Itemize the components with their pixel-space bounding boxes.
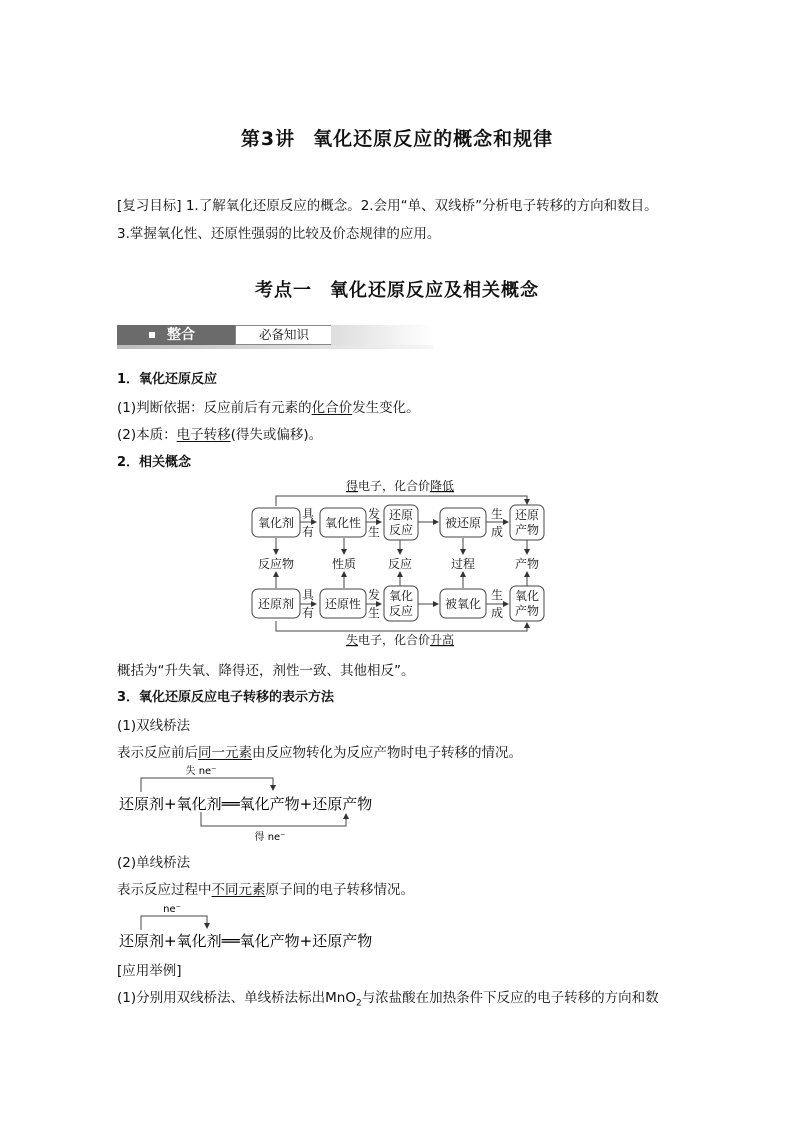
essence-line: (2)本质：电子转移(得失或偏移)。: [117, 427, 323, 443]
conn-fa-2: 发: [367, 588, 381, 602]
double-bridge-heading: (1)双线桥法: [117, 718, 191, 734]
banner-subtitle: 必备知识: [235, 325, 333, 345]
box-reduced: 被还原: [444, 516, 482, 530]
example-label: [应用举例]: [117, 963, 182, 979]
conn-you: 有: [301, 525, 315, 539]
review-goals-line-2: 3.掌握氧化性、还原性强弱的比较及价态规律的应用。: [117, 226, 441, 242]
label-product: 产物: [514, 557, 540, 571]
box-oxidant: 氧化剂: [257, 516, 295, 530]
conn-sheng-3: 生: [367, 606, 381, 620]
heading-redox: 1．氧化还原反应: [117, 372, 218, 387]
single-bridge-equation: [115, 900, 415, 952]
concept-diagram: [240, 472, 560, 652]
heading-concepts: 2．相关概念: [117, 455, 192, 470]
ne-label: ne⁻: [163, 904, 181, 915]
conn-sheng2: 生: [490, 507, 504, 521]
conn-you-2: 有: [301, 606, 315, 620]
heading-transfer: 3．氧化还原反应电子转移的表示方法: [117, 690, 335, 705]
example-question: (1)分别用双线桥法、单线桥法标出MnO$_2$与浓盐酸在加热条件下反应的电子转移的方向和数: [117, 990, 659, 1009]
conn-cheng-2: 成: [490, 606, 504, 620]
equation-1: 还原剂+氧化剂══氧化产物+还原产物: [119, 795, 373, 813]
conn-ju: 具: [301, 507, 315, 521]
lose-ne-label: 失 ne⁻: [185, 766, 217, 777]
banner-tag: 整合: [117, 325, 235, 345]
equation-2: 还原剂+氧化剂══氧化产物+还原产物: [119, 932, 373, 950]
single-bridge-desc: 表示反应过程中不同元素原子间的电子转移情况。: [117, 882, 414, 898]
single-bridge-heading: (2)单线桥法: [117, 855, 191, 871]
label-process: 过程: [450, 557, 476, 571]
box-oxidizing: 氧化性: [324, 516, 362, 530]
page-title: 第3讲 氧化还原反应的概念和规律: [240, 128, 554, 150]
review-label: [复习目标]: [117, 198, 182, 214]
box-oxidized: 被氧化: [444, 597, 482, 611]
conn-ju-2: 具: [301, 588, 315, 602]
criterion-line: (1)判断依据：反应前后有元素的化合价发生变化。: [117, 400, 420, 416]
conn-fa: 发: [367, 507, 381, 521]
box-oxidation-product-2: 产物: [514, 604, 540, 618]
box-oxidation-product-1: 氧化: [514, 589, 540, 603]
double-bridge-desc: 表示反应前后同一元素由反应物转化为反应产物时电子转移的情况。: [117, 745, 522, 761]
summary-line: 概括为“升失氧、降得还，剂性一致、其他相反”。: [117, 663, 415, 679]
lose-electron-label: 失电子，化合价升高: [345, 633, 455, 647]
conn-cheng: 成: [490, 525, 504, 539]
square-bullet-icon: [149, 332, 155, 338]
conn-sheng: 生: [367, 525, 381, 539]
review-goals-line-1: [复习目标] 1.了解氧化还原反应的概念。2.会用“单、双线桥”分析电子转移的方向和数目。: [117, 198, 658, 214]
box-oxidation-1: 氧化: [388, 589, 414, 603]
conn-sheng-4: 生: [490, 588, 504, 602]
box-reduction-1: 还原: [388, 508, 414, 522]
box-reducing: 还原性: [324, 597, 362, 611]
box-reduction-product-1: 还原: [514, 508, 540, 522]
gain-ne-label: 得 ne⁻: [254, 832, 286, 843]
section-heading: 考点一 氧化还原反应及相关概念: [255, 280, 539, 301]
box-reductant: 还原剂: [257, 597, 295, 611]
label-reaction: 反应: [387, 557, 413, 571]
gain-electron-label: 得电子，化合价降低: [345, 479, 455, 493]
box-oxidation-2: 反应: [388, 604, 414, 618]
label-property: 性质: [331, 557, 357, 571]
label-reactant: 反应物: [257, 557, 295, 571]
section-banner: [117, 325, 433, 349]
double-bridge-equation: [115, 762, 415, 844]
box-reduction-2: 反应: [388, 523, 414, 537]
box-reduction-product-2: 产物: [514, 523, 540, 537]
